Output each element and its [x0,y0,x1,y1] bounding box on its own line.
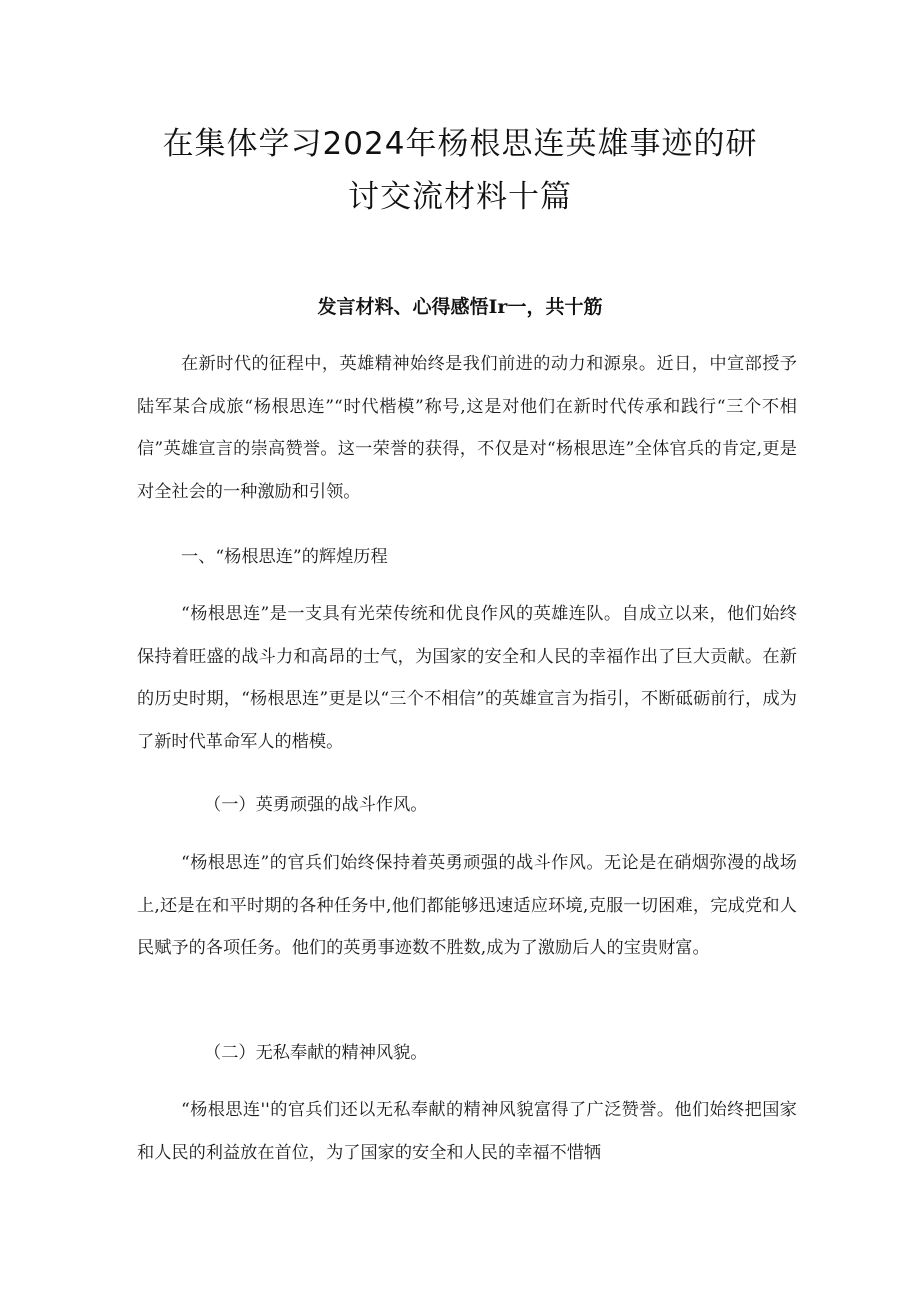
document-title-line-2: 讨交流材料十篇 [348,179,572,215]
paragraph-dedication: “杨根思连''的官兵们还以无私奉献的精神风貌富得了广泛赞誉。他们始终把国家和人民的利益放在首位，为了国家的安全和人民的幸福不惜牺 [137,1100,797,1163]
document-title-line-1: 在集体学习2024年杨根思连英雄事迹的研 [162,126,758,162]
subsection-heading-1: （一）英勇顽强的战斗作风。 [204,795,428,815]
subsection-heading-2: （二）无私奉献的精神风貌。 [204,1043,428,1063]
section-heading-1: 一、“杨根思连”的辉煌历程 [181,547,388,567]
paragraph-intro: 在新时代的征程中，英雄精神始终是我们前进的动力和源泉。近日，中宣部授予陆军某合成旅“杨根思连”“时代楷模”称号,这是对他们在新时代传承和践行“三个不相信”英雄宣言的崇高赞誉。这一荣誉的获得，不仅是对“杨根思连”全体官兵的肯定,更是对全社会的一种激励和引领。 [137,354,797,502]
document-subtitle: 发言材料、心得感悟Ir一，共十筋 [317,296,603,318]
paragraph-combat-style: “杨根思连”的官兵们始终保持着英勇顽强的战斗作风。无论是在硝烟弥漫的战场上,还是在和平时期的各种任务中,他们都能够迅速适应环境,克服一切困难，完成党和人民赋予的各项任务。他们的英勇事迹数不胜数,成为了激励后人的宝贵财富。 [137,853,797,958]
paragraph-history: “杨根思连”是一支具有光荣传统和优良作风的英雄连队。自成立以来，他们始终保持着旺盛的战斗力和高昂的士气，为国家的安全和人民的幸福作出了巨大贡献。在新的历史时期，“杨根思连”更是以“三个不相信”的英雄宣言为指引，不断砥砺前行，成为了新时代革命军人的楷模。 [137,604,797,752]
